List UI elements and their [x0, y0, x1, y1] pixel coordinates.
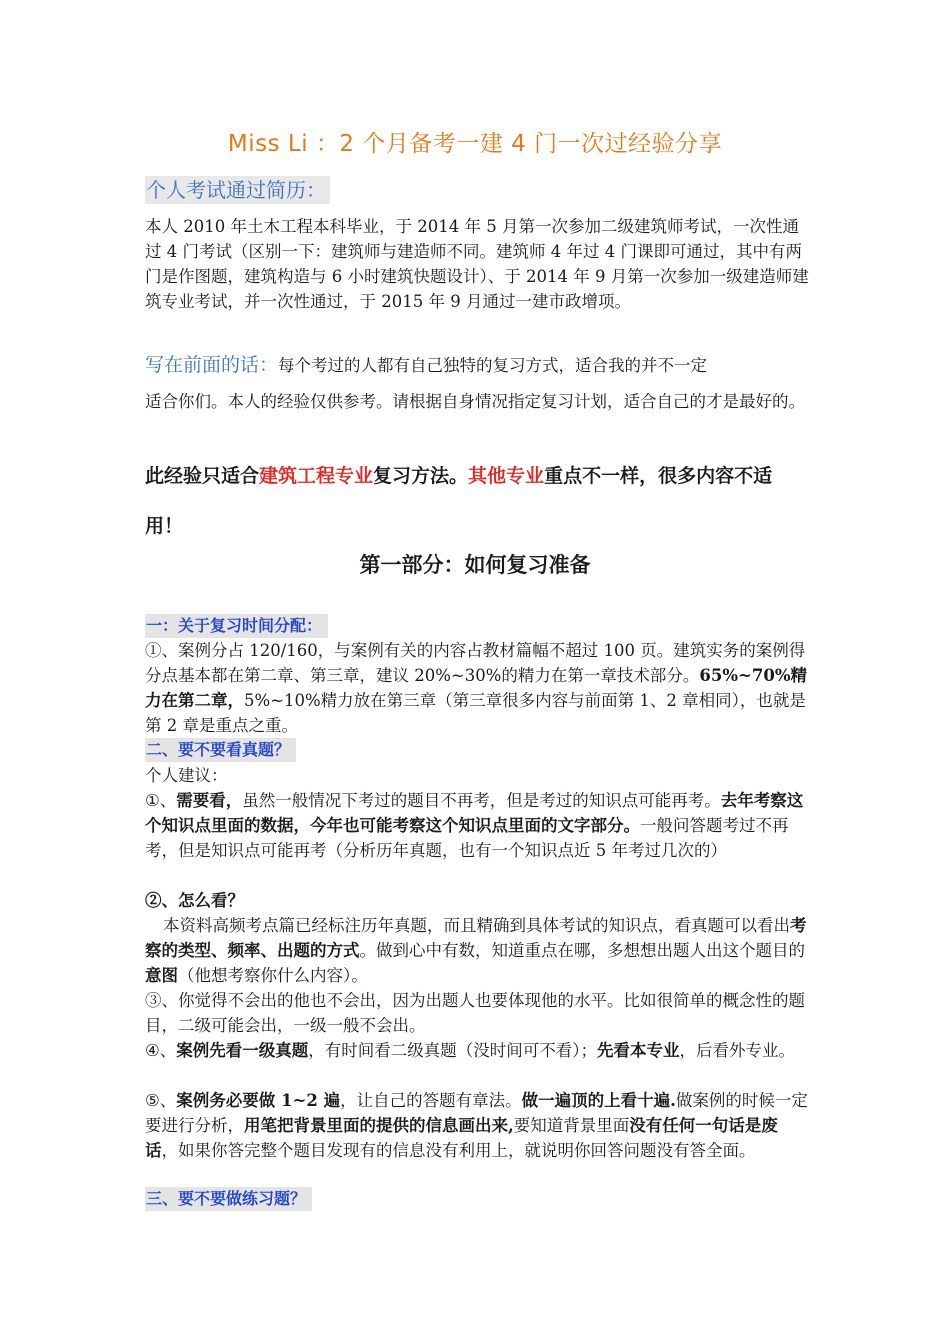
p5-bold-2: 做一遍顶的上看十遍.: [521, 1091, 676, 1110]
p4-text: ，有时间看二级真题（没时间可不看）；: [308, 1041, 598, 1060]
p5-bold-3: 用笔把背景里面的提供的信息画出来,: [244, 1116, 514, 1135]
sec2-advice: 个人建议：: [145, 766, 228, 785]
sec2-point1: [145, 788, 810, 863]
foreword-line1: 每个考过的人都有自己独特的复习方式，适合我的并不一定: [278, 356, 708, 375]
p4-num: ④、: [145, 1041, 177, 1060]
warning-text-a: 此经验只适合: [145, 465, 260, 487]
sec1-paragraph: [145, 638, 810, 738]
p5-bold: 案例务必要做 1~2 遍: [176, 1091, 341, 1110]
p1-bold: 需要看，: [176, 791, 243, 810]
sec2-point2: [145, 913, 810, 988]
sec1-text-1: ①、案例分占 120/160，与案例有关的内容占教材篇幅不超过 100 页。建筑实务的案例得分点基本都在第二章、第三章，建议 20%~30%的精力在第一章技术部分。: [145, 641, 806, 685]
p4-bold-2: 先看本专业: [597, 1041, 680, 1060]
part1-title: 第一部分：如何复习准备: [359, 552, 591, 577]
warning-highlight-other: 其他专业: [468, 465, 545, 487]
p5-text-4: ，如果你答完整个题目发现有的信息没有利用上，就说明你回答问题没有答全面。: [161, 1141, 756, 1160]
resume-heading: 个人考试通过简历：: [145, 176, 330, 204]
sec2-point2-heading: [145, 888, 810, 913]
p5-text: ，让自己的答题有章法。: [340, 1091, 522, 1110]
p2-text-3: （他想考察你什么内容）。: [178, 966, 368, 985]
p5-text-2: 做案例的时候一定要进行分析，: [145, 1091, 808, 1135]
p4-bold: 案例先看一级真题: [176, 1041, 309, 1060]
resume-paragraph: 本人 2010 年土木工程本科毕业，于 2014 年 5 月第一次参加二级建筑师考试，一次性通过 4 门考试（区别一下：建筑师与建造师不同。建筑师 4 年过 4 门课即可通过，其中有两门是作图题，建筑构造与 6 小时建筑快题设计）、于 2014 年 9 月第一次参加一级建造师建筑专业考试，并一次性通过，于 2015 年 9 月通过一建市政增项。: [145, 217, 809, 311]
p5-num: ⑤、: [145, 1091, 177, 1110]
document-title: Miss Li ：2 个月备考一建 4 门一次过经验分享: [227, 131, 723, 157]
p1-text-2: 一般问答题考过不再考，但是知识点可能再考（分析历年真题，也有一个知识点近 5 年考过几次的）: [145, 816, 789, 860]
warning-highlight-major: 建筑工程专业: [259, 465, 374, 487]
foreword-lead: 写在前面的话：: [145, 354, 279, 376]
sec2-heading: 二、要不要看真题？: [145, 738, 296, 762]
sec2-point5: [145, 1088, 810, 1163]
warning-text-c: 复习方法。: [373, 465, 469, 487]
p5-bold-4: 没有任何一句话是废话: [145, 1116, 778, 1160]
p1-num: ①、: [145, 791, 177, 810]
p2-text: 本资料高频考点篇已经标注历年真题，而且精确到具体考试的知识点，看真题可以看出: [163, 916, 790, 935]
sec1-bold: 65%~70%精力在第二章，: [145, 666, 808, 710]
scope-warning: [145, 451, 810, 551]
warning-text-e: 重点不一样，很多内容不适用！: [145, 465, 773, 537]
p2-bold: 考察的类型、频率、出题的方式: [145, 916, 807, 960]
p2-text-2: 。做到心中有数，知道重点在哪，多想想出题人出这个题目的: [359, 941, 805, 960]
sec2-point3: ③、你觉得不会出的他也不会出，因为出题人也要体现他的水平。比如很简单的概念性的题目，二级可能会出，一级一般不会出。: [145, 991, 805, 1035]
sec1-text-3: 5%~10%精力放在第三章（第三章很多内容与前面第 1、2 章相同），也就是第 2 章是重点之重。: [145, 691, 806, 735]
p1-text: 虽然一般情况下考过的题目不再考，但是考过的知识点可能再考。: [242, 791, 721, 810]
sec1-heading: 一：关于复习时间分配：: [145, 614, 328, 638]
foreword-line2: 适合你们。本人的经验仅供参考。请根据自身情况指定复习计划，适合自己的才是最好的。: [145, 392, 805, 411]
p4-text-2: ，后看外专业。: [679, 1041, 796, 1060]
foreword-block: [145, 350, 810, 414]
p2-bold-2: 意图: [145, 966, 178, 985]
sec3-heading: 三、要不要做练习题？: [145, 1187, 312, 1211]
p2-heading: ②、怎么看？: [145, 891, 244, 910]
p5-text-3: 要知道背景里面: [513, 1116, 630, 1135]
sec2-point4: [145, 1038, 810, 1063]
p1-bold-2: 去年考察这个知识点里面的数据，今年也可能考察这个知识点里面的文字部分。: [145, 791, 804, 835]
